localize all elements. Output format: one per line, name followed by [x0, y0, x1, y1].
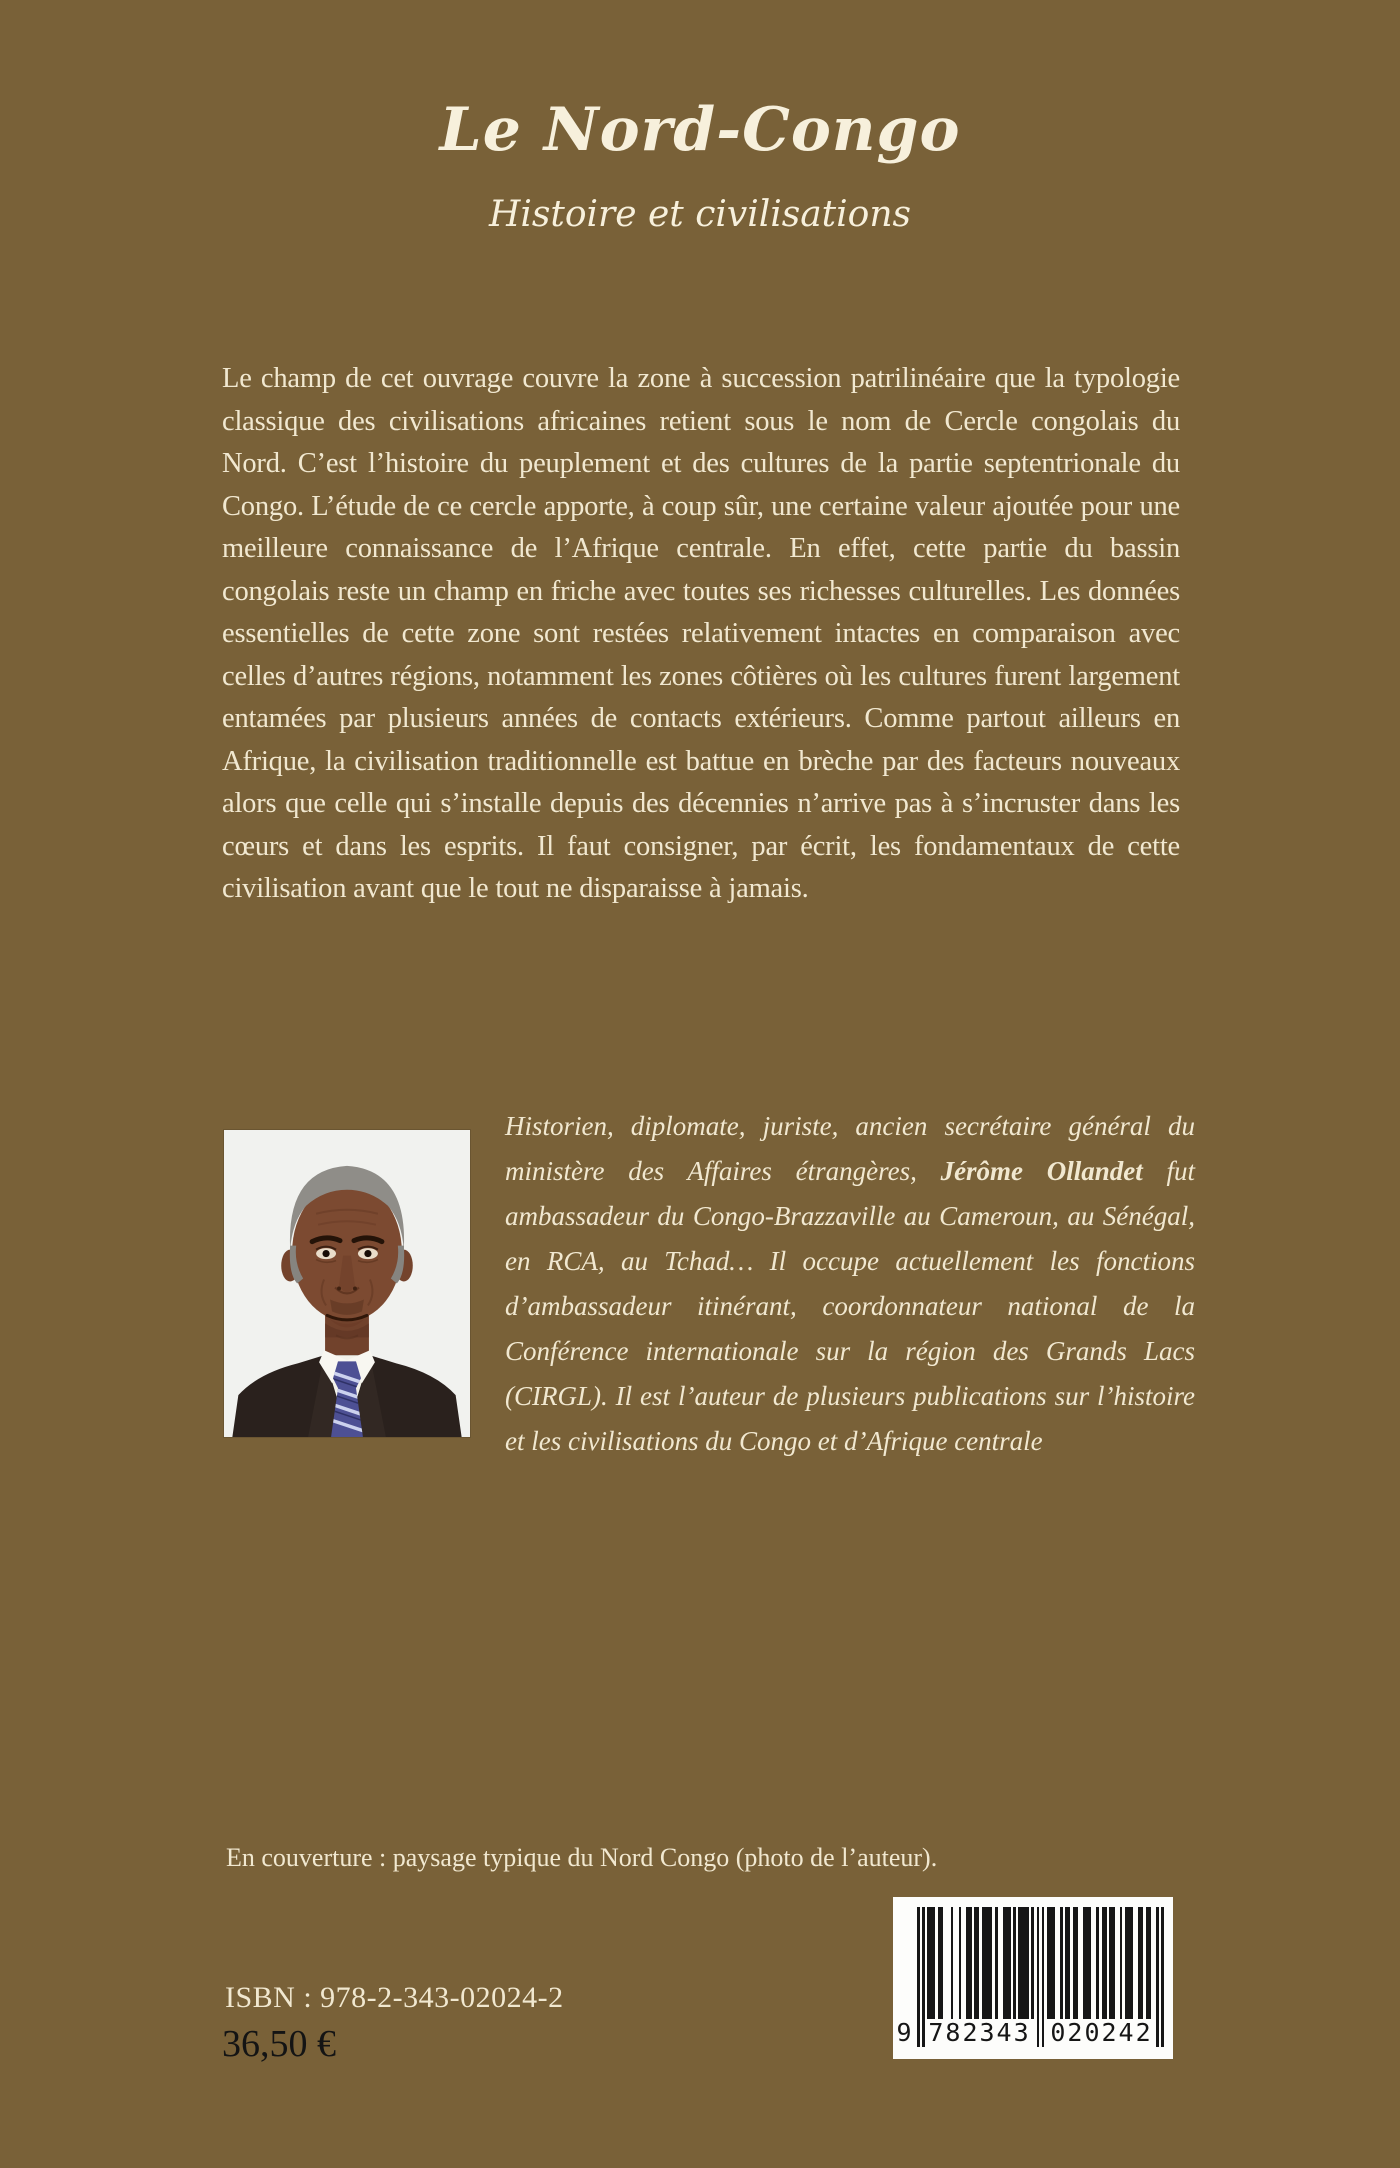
author-portrait-illustration	[224, 1130, 470, 1437]
bio-text-after: fut ambassadeur du Congo-Brazzaville au Cameroun, au Sénégal, en RCA, au Tchad… Il occupe actuellement les fonctions d’ambassadeur itinérant, coordonnateur national de la Conférence internationale sur la région des Grands Lacs (CIRGL). Il est l’auteur de plusieurs publications sur l’histoire et les civilisations du Congo et d’Afrique centrale	[505, 1156, 1195, 1456]
barcode-bar	[1013, 1907, 1016, 2023]
barcode-bar	[1112, 1907, 1115, 2023]
book-subtitle: Histoire et civilisations	[488, 194, 911, 235]
barcode-bar	[1042, 1907, 1045, 2047]
price-text: 36,50 €	[222, 2023, 336, 2065]
barcode-bar	[1026, 1907, 1029, 2023]
barcode	[893, 1897, 1173, 2059]
barcode-bar	[1076, 1907, 1079, 2023]
barcode-bar	[1156, 1907, 1159, 2047]
isbn-text: ISBN : 978-2-343-02024-2	[225, 1981, 564, 2014]
barcode-bar	[977, 1907, 980, 2023]
barcode-digit-first: 9	[893, 2019, 915, 2047]
barcode-bar	[1130, 1907, 1133, 2023]
barcode-bar	[1031, 1907, 1034, 2023]
barcode-bar	[959, 1907, 962, 2023]
barcode-bar	[940, 1907, 943, 2023]
barcode-bar	[995, 1907, 998, 2023]
barcode-digits-group1: 782343	[925, 2019, 1034, 2047]
barcode-bar	[933, 1907, 936, 2023]
barcode-bar	[1052, 1907, 1055, 2023]
barcode-bar	[951, 1907, 954, 2023]
book-title: Le Nord-Congo	[439, 95, 961, 165]
barcode-bar	[1089, 1907, 1092, 2023]
barcode-bar	[1141, 1907, 1144, 2023]
author-name: Jérôme Ollandet	[940, 1156, 1143, 1186]
author-bio	[505, 1104, 1195, 1464]
barcode-bar	[1161, 1907, 1164, 2047]
barcode-bar	[990, 1907, 993, 2023]
barcode-bar	[1148, 1907, 1151, 2023]
barcode-bar	[1104, 1907, 1107, 2023]
barcode-bar	[1068, 1907, 1071, 2023]
barcode-bar	[1120, 1907, 1123, 2023]
cover-note: En couverture : paysage typique du Nord Congo (photo de l’auteur).	[226, 1843, 938, 1872]
barcode-digits-group2: 020242	[1047, 2019, 1156, 2047]
author-photo	[224, 1130, 470, 1437]
barcode-bar	[1096, 1907, 1099, 2023]
bio-text-before: Historien, diplomate, juriste, ancien secrétaire général du ministère des Affaires étrangères,	[505, 1111, 1195, 1186]
barcode-bar	[1060, 1907, 1063, 2023]
barcode-bar	[1008, 1907, 1011, 2023]
barcode-bar	[969, 1907, 972, 2023]
synopsis-text: Le champ de cet ouvrage couvre la zone à succession patrilinéaire que la typologie classique des civilisations africaines retient sous le nom de Cercle congolais du Nord. C’est l’histoire du peuplement et des cultures de la partie septentrionale du Congo. L’étude de ce cercle apporte, à coup sûr, une certaine valeur ajoutée pour une meilleure connaissance de l’Afrique centrale. En effet, cette partie du bassin congolais reste un champ en friche avec toutes ses richesses culturelles. Les données essentielles de cette zone sont restées relativement intactes en comparaison avec celles d’autres régions, notamment les zones côtières où les cultures furent largement entamées par plusieurs années de contacts extérieurs. Comme partout ailleurs en Afrique, la civilisation traditionnelle est battue en brèche par des facteurs nouveaux alors que celle qui s’installe depuis des décennies n’arrive pas à s’incruster dans les cœurs et dans les esprits. Il faut consigner, par écrit, les fondamentaux de cette civilisation avant que le tout ne disparaisse à jamais.	[222, 363, 1180, 904]
barcode-bar	[1037, 1907, 1040, 2047]
barcode-bar	[917, 1907, 920, 2047]
